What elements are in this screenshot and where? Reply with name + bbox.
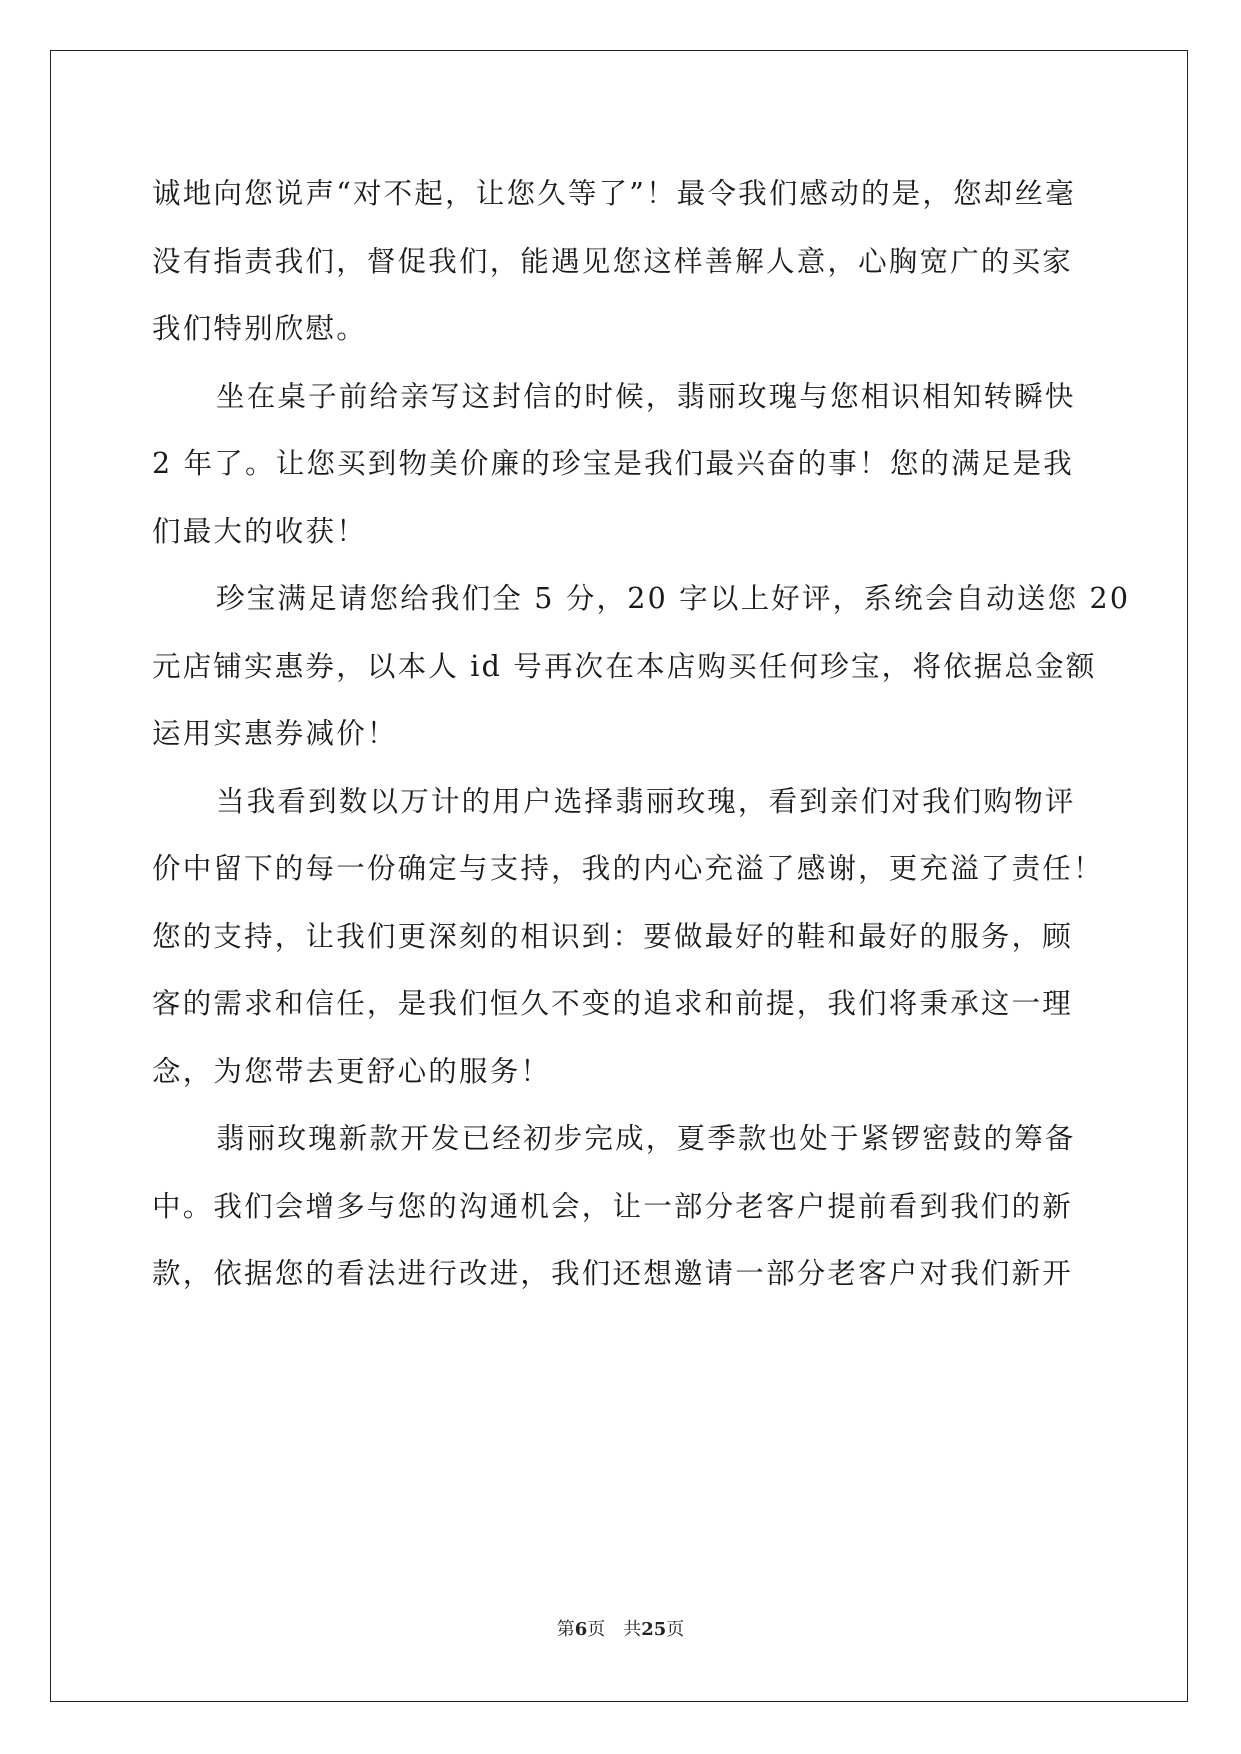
body-line: 念，为您带去更舒心的服务！ <box>152 1054 552 1088</box>
body-line: 中。我们会增多与您的沟通机会，让一部分老客户提前看到我们的新 <box>152 1189 1074 1223</box>
paragraph-start-line: 翡丽玫瑰新款开发已经初步完成，夏季款也处于紧锣密鼓的筹备 <box>216 1122 1076 1155</box>
body-line: 2 年了。让您买到物美价廉的珍宝是我们最兴奋的事！您的满足是我 <box>152 447 1074 480</box>
footer-page-word: 页 <box>587 1619 606 1640</box>
body-line: 诚地向您说声“对不起，让您久等了”！最令我们感动的是，您却丝毫 <box>152 177 1076 210</box>
body-line: 们最大的收获！ <box>152 514 367 548</box>
current-page-number: 6 <box>574 1619 588 1640</box>
page-footer <box>0 1618 1241 1642</box>
body-line: 款，依据您的看法进行改进，我们还想邀请一部分老客户对我们新开 <box>152 1257 1074 1290</box>
body-line: 我们特别欣慰。 <box>152 312 367 345</box>
paragraph-start-line: 坐在桌子前给亲写这封信的时候，翡丽玫瑰与您相识相知转瞬快 <box>216 379 1076 413</box>
body-line: 您的支持，让我们更深刻的相识到：要做最好的鞋和最好的服务，顾 <box>152 919 1074 953</box>
body-line: 价中留下的每一份确定与支持，我的内心充溢了感谢，更充溢了责任！ <box>152 852 1104 885</box>
footer-total-word: 页 <box>666 1619 685 1640</box>
body-line: 运用实惠券减价！ <box>152 717 398 750</box>
paragraph-start-line: 当我看到数以万计的用户选择翡丽玫瑰，看到亲们对我们购物评 <box>216 784 1076 818</box>
paragraph-start-line: 珍宝满足请您给我们全 5 分，20 字以上好评，系统会自动送您 20 <box>216 582 1131 615</box>
footer-total-prefix: 共 <box>623 1619 642 1640</box>
total-pages-number: 25 <box>641 1619 667 1640</box>
body-line: 客的需求和信任，是我们恒久不变的追求和前提，我们将秉承这一理 <box>152 987 1074 1020</box>
body-line: 没有指责我们，督促我们，能遇见您这样善解人意，心胸宽广的买家 <box>152 244 1074 278</box>
footer-prefix: 第 <box>556 1619 575 1640</box>
letter-body <box>152 160 1131 1308</box>
body-line: 元店铺实惠券，以本人 id 号再次在本店购买任何珍宝，将依据总金额 <box>152 649 1097 683</box>
